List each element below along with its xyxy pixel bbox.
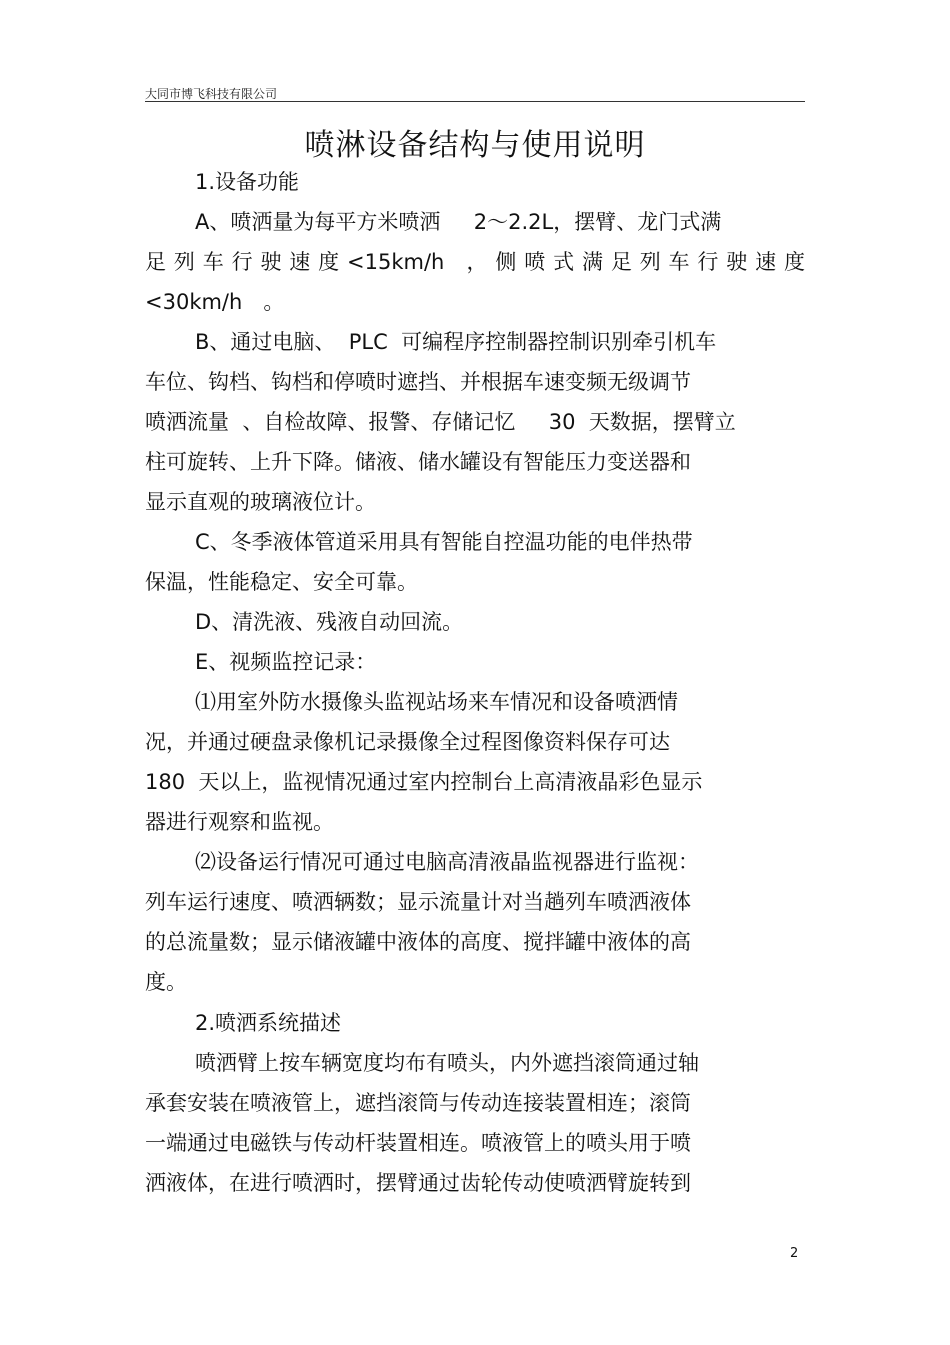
paragraph-line: ⑴用室外防水摄像头监视站场来车情况和设备喷洒情: [195, 690, 678, 714]
paragraph-line: 况，并通过硬盘录像机记录摄像全过程图像资料保存可达: [145, 730, 670, 754]
section-heading: 2.喷洒系统描述: [195, 1011, 342, 1035]
paragraph-line: 显示直观的玻璃液位计。: [145, 490, 376, 514]
paragraph-line: ⑵设备运行情况可通过电脑高清液晶监视器进行监视：: [195, 850, 699, 874]
paragraph-line: E、视频监控记录：: [195, 650, 377, 674]
paragraph-line: B、通过电脑、 PLC 可编程序控制器控制识别牵引机车: [195, 330, 717, 354]
section-heading: 1.设备功能: [195, 170, 300, 194]
paragraph-line: A、喷洒量为每平方米喷洒 2～2.2L，摆臂、龙门式满: [195, 210, 722, 234]
page-header: 大同市博飞科技有限公司: [145, 87, 278, 101]
paragraph-line: <30km/h 。: [145, 290, 285, 314]
paragraph-line: 承套安装在喷液管上，遮挡滚筒与传动连接装置相连；滚筒: [145, 1091, 691, 1115]
paragraph-line: 器进行观察和监视。: [145, 810, 334, 834]
page-title: 喷淋设备结构与使用说明: [304, 128, 646, 163]
paragraph-line: 车位、钩档、钩档和停喷时遮挡、并根据车速变频无级调节: [145, 370, 691, 394]
paragraph-line: 的总流量数；显示储液罐中液体的高度、搅拌罐中液体的高: [145, 930, 691, 954]
paragraph-line: 喷洒臂上按车辆宽度均布有喷头，内外遮挡滚筒通过轴: [195, 1051, 699, 1075]
header-rule: [145, 101, 805, 102]
page-number: 2: [790, 1246, 799, 1261]
paragraph-line: 洒液体，在进行喷洒时，摆臂通过齿轮传动使喷洒臂旋转到: [145, 1171, 691, 1195]
paragraph-line: 喷洒流量 、自检故障、报警、存储记忆 30 天数据，摆臂立: [145, 410, 736, 434]
paragraph-line: 列车运行速度、喷洒辆数；显示流量计对当趟列车喷洒液体: [145, 890, 691, 914]
paragraph-line: 柱可旋转、上升下降。储液、储水罐设有智能压力变送器和: [145, 450, 691, 474]
paragraph-line: 保温，性能稳定、安全可靠。: [145, 570, 418, 594]
paragraph-line: 度。: [145, 970, 187, 994]
paragraph-line: 一端通过电磁铁与传动杆装置相连。喷液管上的喷头用于喷: [145, 1131, 691, 1155]
paragraph-line: 足 列 车 行 驶 速 度 <15km/h ， 侧 喷 式 满 足 列 车 行 驶 速 度: [145, 250, 805, 274]
paragraph-line: C、冬季液体管道采用具有智能自控温功能的电伴热带: [195, 530, 693, 554]
paragraph-line: D、清洗液、残液自动回流。: [195, 610, 464, 634]
paragraph-line: 180 天以上，监视情况通过室内控制台上高清液晶彩色显示: [145, 770, 703, 794]
